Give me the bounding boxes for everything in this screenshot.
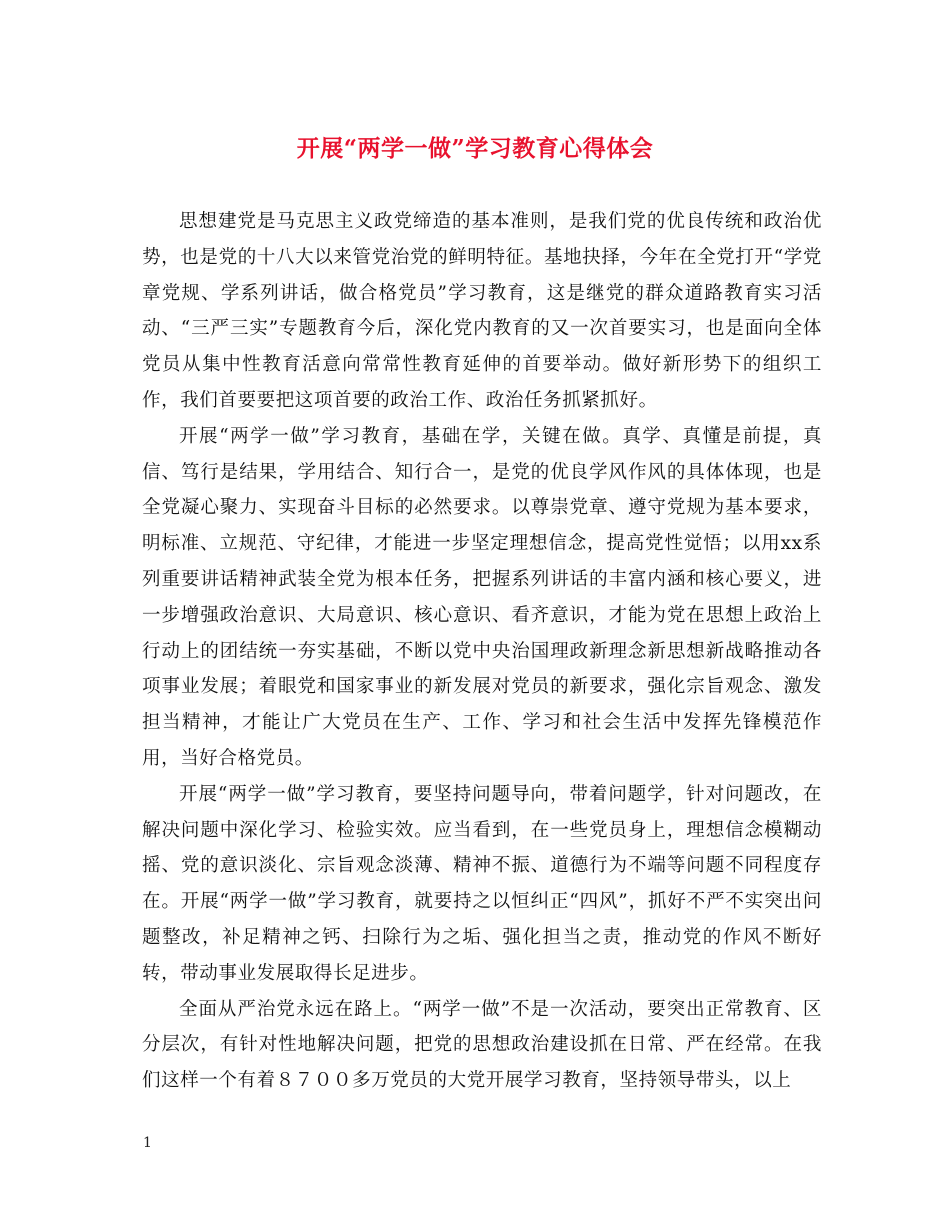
paragraph-2: 开展“两学一做”学习教育，基础在学，关键在做。真学、真懂是前提，真信、笃行是结果，学用结合、知行合一，是党的优良学风作风的具体体现，也是全党凝心聚力、实现奋斗目标的必然要求。以尊崇党章、遵守党规为基本要求，明标准、立规范、守纪律，才能进一步坚定理想信念，提高党性觉悟；以用xx系列重要讲话精神武装全党为根本任务，把握系列讲话的丰富内涵和核心要义，进一步增强政治意识、大局意识、核心意识、看齐意识，才能为党在思想上政治上行动上的团结统一夯实基础，不断以党中央治国理政新理念新思想新战略推动各项事业发展；着眼党和国家事业的新发展对党员的新要求，强化宗旨观念、激发担当精神，才能让广大党员在生产、工作、学习和社会生活中发挥先锋模范作用，当好合格党员。 xyxy=(142,425,822,769)
paragraph-1: 思想建党是马克思主义政党缔造的基本准则，是我们党的优良传统和政治优势，也是党的十八大以来管党治党的鲜明特征。基地抉择，今年在全党打开“学党章党规、学系列讲话，做合格党员”学习教育，这是继党的群众道路教育实习活动、“三严三实”专题教育今后，深化党内教育的又一次首要实习，也是面向全体党员从集中性教育活意向常常性教育延伸的首要举动。做好新形势下的组织工作，我们首要要把这项首要的政治工作、政治任务抓紧抓好。 xyxy=(142,211,822,411)
paragraph-3: 开展“两学一做”学习教育，要坚持问题导向，带着问题学，针对问题改，在解决问题中深化学习、检验实效。应当看到，在一些党员身上，理想信念模糊动摇、党的意识淡化、宗旨观念淡薄、精神不振、道德行为不端等问题不同程度存在。开展“两学一做”学习教育，就要持之以恒纠正“四风”，抓好不严不实突出问题整改，补足精神之钙、扫除行为之垢、强化担当之责，推动党的作风不断好转，带动事业发展取得长足进步。 xyxy=(142,783,822,984)
document-title: 开展“两学一做”学习教育心得体会 xyxy=(296,135,654,162)
document-body xyxy=(142,204,822,1099)
paragraph-4: 全面从严治党永远在路上。“两学一做”不是一次活动，要突出正常教育、区分层次，有针对性地解决问题，把党的思想政治建设抓在日常、严在经常。在我们这样一个有着８７００多万党员的大党开展学习教育，坚持领导带头，以上 xyxy=(142,998,822,1092)
page-number: 1 xyxy=(143,1135,152,1151)
